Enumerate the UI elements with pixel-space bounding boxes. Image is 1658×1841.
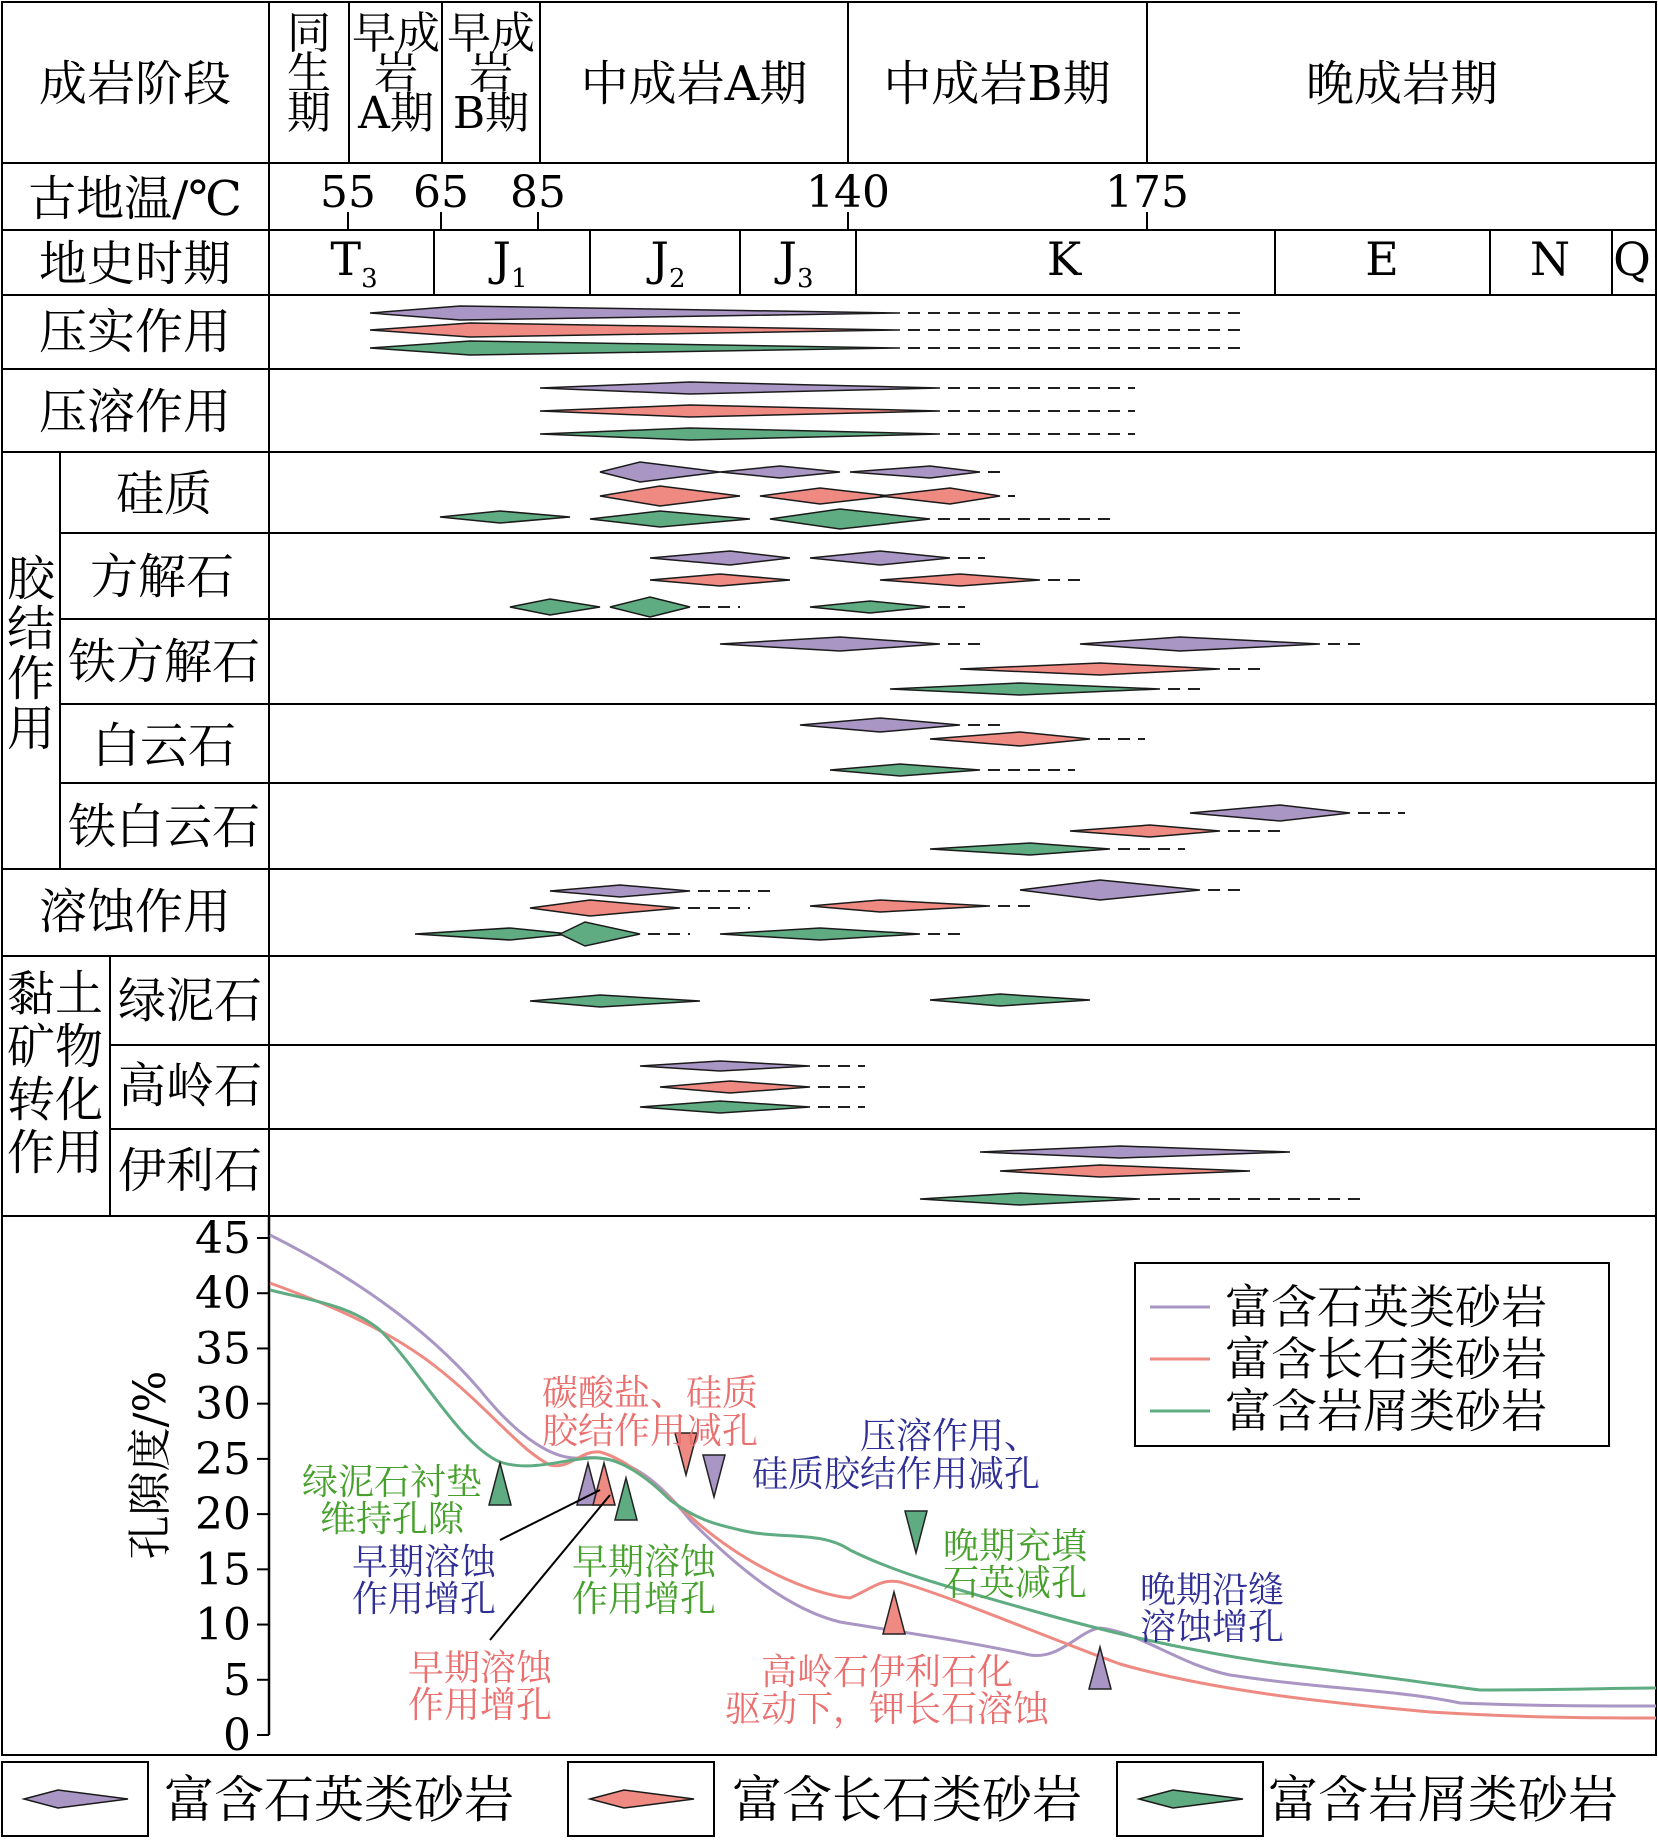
leader-line-1 (500, 1490, 600, 1540)
temp-55: 55 (320, 167, 376, 218)
stage-1: 早成岩 A期 (352, 8, 440, 139)
bar-lithic-28 (830, 764, 980, 776)
bar-feldspar-34 (530, 900, 680, 916)
bar-feldspar-17 (650, 574, 790, 586)
annotation-5: 早期溶蚀作用增孔 (407, 1648, 553, 1726)
y-tick-label-10: 10 (195, 1599, 251, 1651)
bottom-legend (2, 1762, 1618, 1836)
bar-quartz-6 (600, 462, 720, 482)
marker-triangle-2 (593, 1463, 615, 1505)
stage-3: 中成岩A期 (580, 56, 808, 112)
porosity-chart (125, 1213, 1656, 1761)
bar-quartz-44 (980, 1146, 1290, 1158)
marker-triangle-7 (883, 1592, 905, 1634)
row-label-kaolinite: 高岭石 (117, 1058, 263, 1114)
period-J3: $J_3$ (778, 232, 814, 294)
marker-triangle-0 (489, 1463, 511, 1505)
period-J1: $J_1$ (492, 232, 528, 294)
bar-lithic-36 (415, 928, 570, 940)
annotation-0: 碳酸盐、硅质胶结作用减孔 (541, 1373, 759, 1452)
marker-triangle-3 (615, 1478, 637, 1520)
annotation-3: 早期溶蚀作用增孔 (351, 1542, 497, 1620)
annotation-8: 高岭石伊利石化驱动下，钾长石溶蚀 (724, 1652, 1050, 1730)
temp-140: 140 (806, 167, 890, 218)
bar-lithic-40 (930, 994, 1090, 1006)
bar-quartz-29 (1190, 805, 1350, 821)
marker-triangle-5 (703, 1455, 725, 1497)
bar-quartz-22 (720, 637, 940, 651)
stage-4: 中成岩B期 (883, 56, 1111, 112)
annotation-6: 晚期充填石英减孔 (942, 1526, 1088, 1604)
period-T3: $T_3$ (330, 232, 378, 294)
bar-lithic-46 (920, 1193, 1140, 1205)
chart-legend-label-2: 富含岩屑类砂岩 (1225, 1384, 1547, 1438)
bar-quartz-33 (1020, 880, 1200, 900)
row-label-ferrocalcite: 铁方解石 (67, 634, 261, 690)
row-label-ankerite: 铁白云石 (67, 799, 261, 855)
bar-lithic-20 (610, 597, 690, 617)
bar-lithic-2 (370, 341, 900, 355)
row-label-dolomite: 白云石 (91, 718, 237, 774)
bar-lithic-43 (640, 1101, 810, 1113)
period-N: N (1529, 232, 1571, 286)
row-label-clay: 黏土矿物转化作用 (6, 966, 104, 1181)
period-labels (330, 232, 1650, 294)
bar-quartz-26 (800, 718, 960, 732)
temperature-labels (320, 167, 1189, 230)
y-tick-label-15: 15 (195, 1544, 251, 1596)
row-label-calcite: 方解石 (89, 549, 235, 605)
stage-0: 同生期 (287, 8, 331, 139)
header (28, 56, 242, 292)
bar-feldspar-9 (600, 486, 740, 506)
y-tick-label-20: 20 (195, 1489, 251, 1541)
bar-lithic-14 (770, 509, 930, 529)
bar-quartz-16 (810, 551, 950, 565)
bar-quartz-15 (650, 551, 790, 565)
bar-feldspar-42 (660, 1081, 810, 1093)
y-axis-label: 孔隙度/% (125, 1370, 176, 1560)
bar-quartz-3 (540, 382, 940, 394)
bar-lithic-19 (510, 599, 600, 615)
stage-2: 早成岩 B期 (447, 8, 535, 139)
row-label-silica: 硅质 (115, 466, 213, 522)
temp-175: 175 (1105, 167, 1189, 218)
chart-legend-label-1: 富含长石类砂岩 (1225, 1332, 1547, 1386)
bar-quartz-23 (1080, 637, 1320, 651)
row-label-illite: 伊利石 (117, 1143, 263, 1199)
stage-labels (287, 8, 1498, 139)
bar-lithic-12 (440, 511, 570, 523)
y-tick-label-45: 45 (195, 1213, 251, 1264)
row-label-dissolution: 溶蚀作用 (38, 884, 232, 940)
y-tick-label-30: 30 (195, 1378, 251, 1430)
bar-quartz-32 (550, 885, 690, 897)
temp-85: 85 (510, 167, 566, 218)
row-label-cementation: 胶结作用 (6, 551, 56, 757)
bar-feldspar-18 (880, 574, 1040, 586)
row-label-compaction: 压实作用 (38, 304, 232, 360)
legend-label-1: 富含长石类砂岩 (732, 1771, 1082, 1829)
bar-quartz-41 (640, 1061, 810, 1071)
bar-lithic-31 (930, 843, 1110, 855)
y-tick-label-35: 35 (195, 1323, 251, 1375)
y-tick-label-5: 5 (223, 1654, 251, 1706)
annotation-1: 压溶作用、硅质胶结作用减孔 (751, 1416, 1040, 1495)
stage-label: 成岩阶段 (38, 56, 232, 112)
bar-lithic-37 (560, 922, 640, 946)
temp-label: 古地温/℃ (28, 171, 242, 227)
annotation-2: 绿泥石衬垫维持孔隙 (301, 1462, 483, 1540)
bar-lithic-25 (890, 683, 1160, 695)
period-J2: $J_2$ (650, 232, 686, 294)
bar-feldspar-45 (1000, 1165, 1250, 1177)
bar-lithic-13 (590, 511, 750, 527)
annotation-4: 早期溶蚀作用增孔 (571, 1542, 717, 1620)
bar-lithic-38 (720, 928, 920, 940)
bar-quartz-8 (850, 466, 980, 478)
bar-feldspar-30 (1070, 825, 1220, 837)
chart-legend (1135, 1263, 1609, 1446)
period-E: E (1365, 232, 1399, 286)
chart-legend-label-0: 富含石英类砂岩 (1225, 1280, 1547, 1334)
temp-65: 65 (413, 167, 469, 218)
bar-feldspar-11 (880, 488, 1000, 504)
bar-feldspar-4 (540, 405, 940, 417)
y-tick-label-40: 40 (195, 1268, 251, 1320)
legend-label-0: 富含石英类砂岩 (164, 1771, 514, 1829)
bar-feldspar-1 (370, 323, 900, 337)
stage-5: 晚成岩期 (1305, 56, 1499, 112)
annotation-7: 晚期沿缝溶蚀增孔 (1139, 1570, 1285, 1648)
bar-feldspar-24 (960, 663, 1220, 675)
row-labels (7, 304, 262, 1199)
row-label-pressure_solution: 压溶作用 (38, 384, 232, 440)
legend-label-2: 富含岩屑类砂岩 (1268, 1771, 1618, 1829)
diagenesis-bars (370, 306, 1405, 1205)
bar-lithic-21 (810, 601, 930, 613)
period-K: K (1046, 232, 1082, 286)
bar-feldspar-10 (760, 488, 890, 504)
period-label: 地史时期 (38, 236, 232, 292)
bar-lithic-5 (540, 428, 940, 440)
bar-quartz-7 (720, 466, 840, 478)
y-tick-label-25: 25 (195, 1433, 251, 1485)
bar-feldspar-35 (810, 900, 990, 912)
bar-feldspar-27 (930, 732, 1090, 746)
marker-triangle-6 (905, 1511, 927, 1553)
bar-quartz-0 (370, 306, 900, 320)
bar-lithic-39 (530, 995, 700, 1007)
period-Q: Q (1613, 232, 1651, 286)
row-label-chlorite: 绿泥石 (117, 973, 263, 1029)
y-tick-label-0: 0 (223, 1710, 251, 1761)
